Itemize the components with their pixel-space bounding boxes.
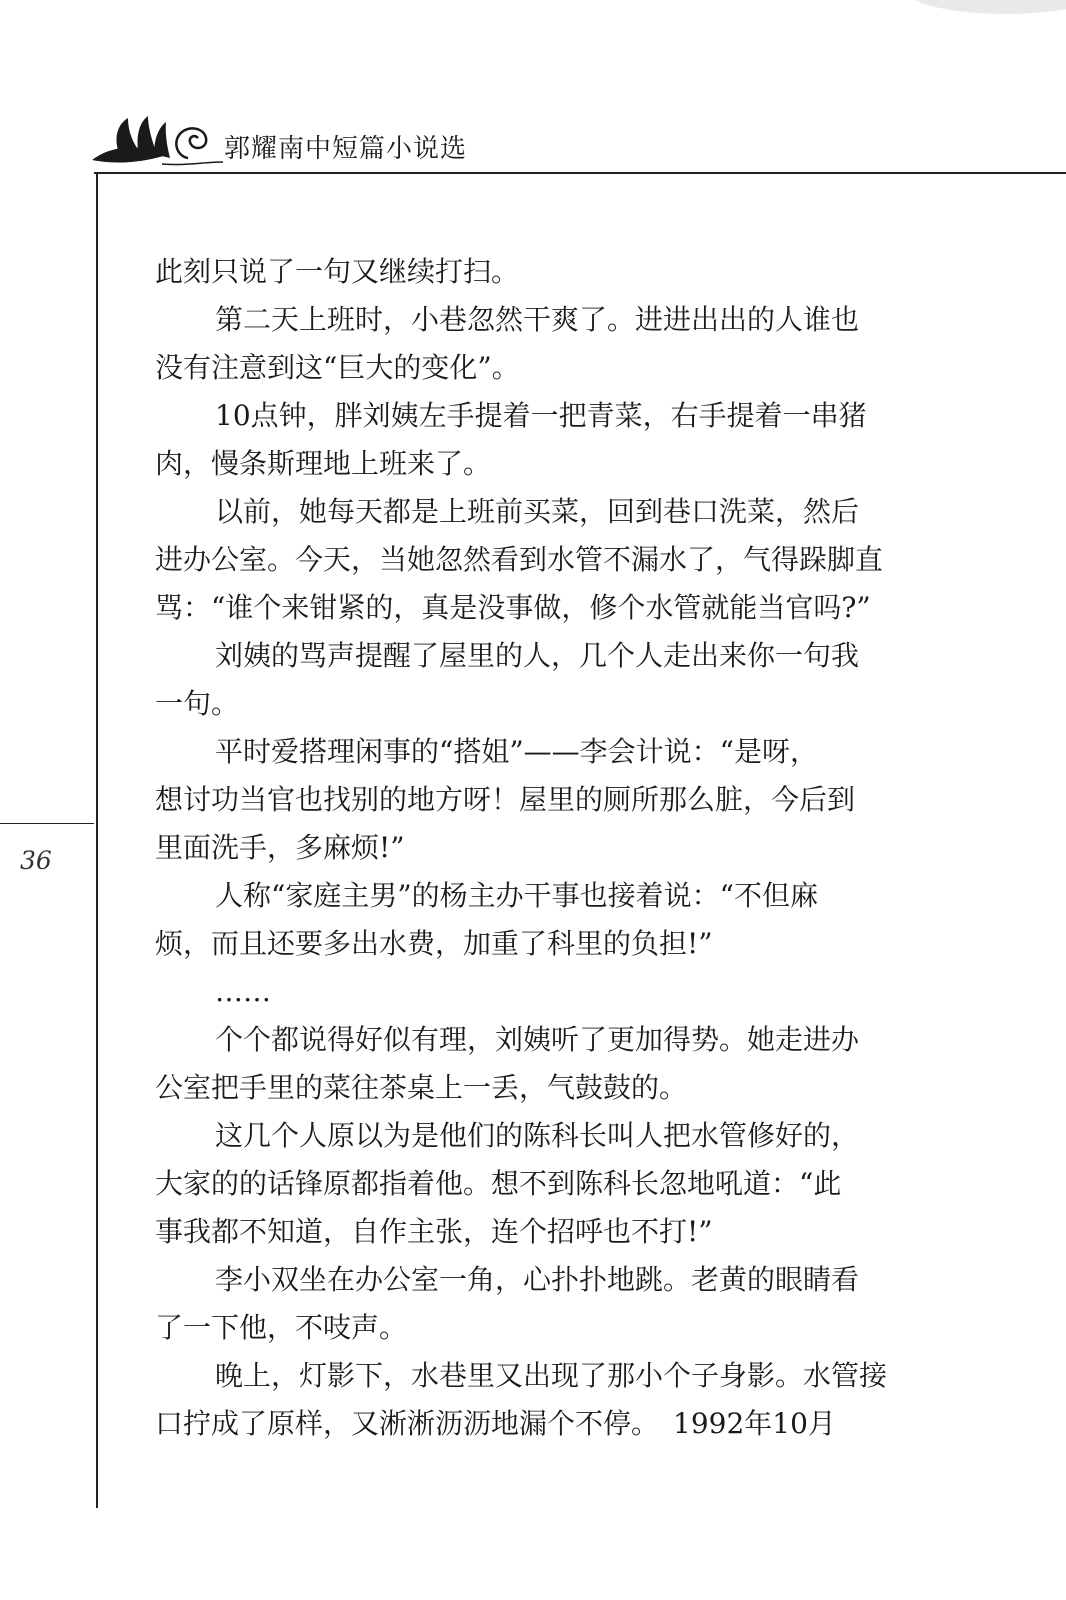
text-line: 个个都说得好似有理，刘姨听了更加得势。她走进办: [215, 1023, 860, 1056]
text-line: 烦，而且还要多出水费，加重了科里的负担!”: [155, 927, 713, 960]
text-line: 此刻只说了一句又继续打扫。: [155, 255, 520, 288]
text-line: 以前，她每天都是上班前买菜，回到巷口洗菜，然后: [215, 495, 860, 528]
text-line: ……: [215, 975, 271, 1008]
swirl-ornament-icon: [88, 110, 223, 172]
text-line: 平时爱搭理闲事的“搭姐”——李会计说：“是呀，: [215, 735, 818, 768]
text-line: 刘姨的骂声提醒了屋里的人，几个人走出来你一句我: [215, 639, 860, 672]
text-line: 晚上，灯影下，水巷里又出现了那小个子身影。水管接: [215, 1359, 888, 1392]
text-line: 了一下他，不吱声。: [155, 1311, 408, 1344]
text-line: 口拧成了原样，又淅淅沥沥地漏个不停。 1992年10月: [155, 1407, 836, 1440]
text-line: 人称“家庭主男”的杨主办干事也接着说：“不但麻: [215, 879, 818, 912]
text-line: 事我都不知道，自作主张，连个招呼也不打!”: [155, 1215, 713, 1248]
text-line: 第二天上班时，小巷忽然干爽了。进进出出的人谁也: [215, 303, 860, 336]
left-border-rule: [96, 172, 98, 1508]
header-rule: [94, 172, 1066, 174]
text-line: 肉，慢条斯理地上班来了。: [155, 447, 492, 480]
text-line: 李小双坐在办公室一角，心扑扑地跳。老黄的眼睛看: [215, 1263, 860, 1296]
text-line: 想讨功当官也找别的地方呀！屋里的厕所那么脏，今后到: [155, 783, 856, 816]
text-line: 没有注意到这“巨大的变化”。: [155, 351, 520, 384]
book-title: 郭耀南中短篇小说选: [224, 134, 468, 164]
text-line: 一句。: [155, 687, 240, 720]
text-line: 公室把手里的菜往茶桌上一丢，气鼓鼓的。: [155, 1071, 688, 1104]
text-line: 大家的的话锋原都指着他。想不到陈科长忽地吼道：“此: [155, 1167, 842, 1200]
text-line: 这几个人原以为是他们的陈科长叫人把水管修好的，: [215, 1119, 860, 1152]
page-corner-shadow: [906, 0, 1066, 14]
text-line: 10点钟，胖刘姨左手提着一把青菜，右手提着一串猪: [215, 399, 867, 432]
text-line: 里面洗手，多麻烦!”: [155, 831, 405, 864]
page-number: 36: [20, 846, 52, 875]
text-line: 骂：“谁个来钳紧的，真是没事做，修个水管就能当官吗?”: [155, 591, 871, 624]
text-line: 进办公室。今天，当她忽然看到水管不漏水了，气得跺脚直: [155, 543, 884, 576]
margin-rule: [0, 823, 94, 824]
